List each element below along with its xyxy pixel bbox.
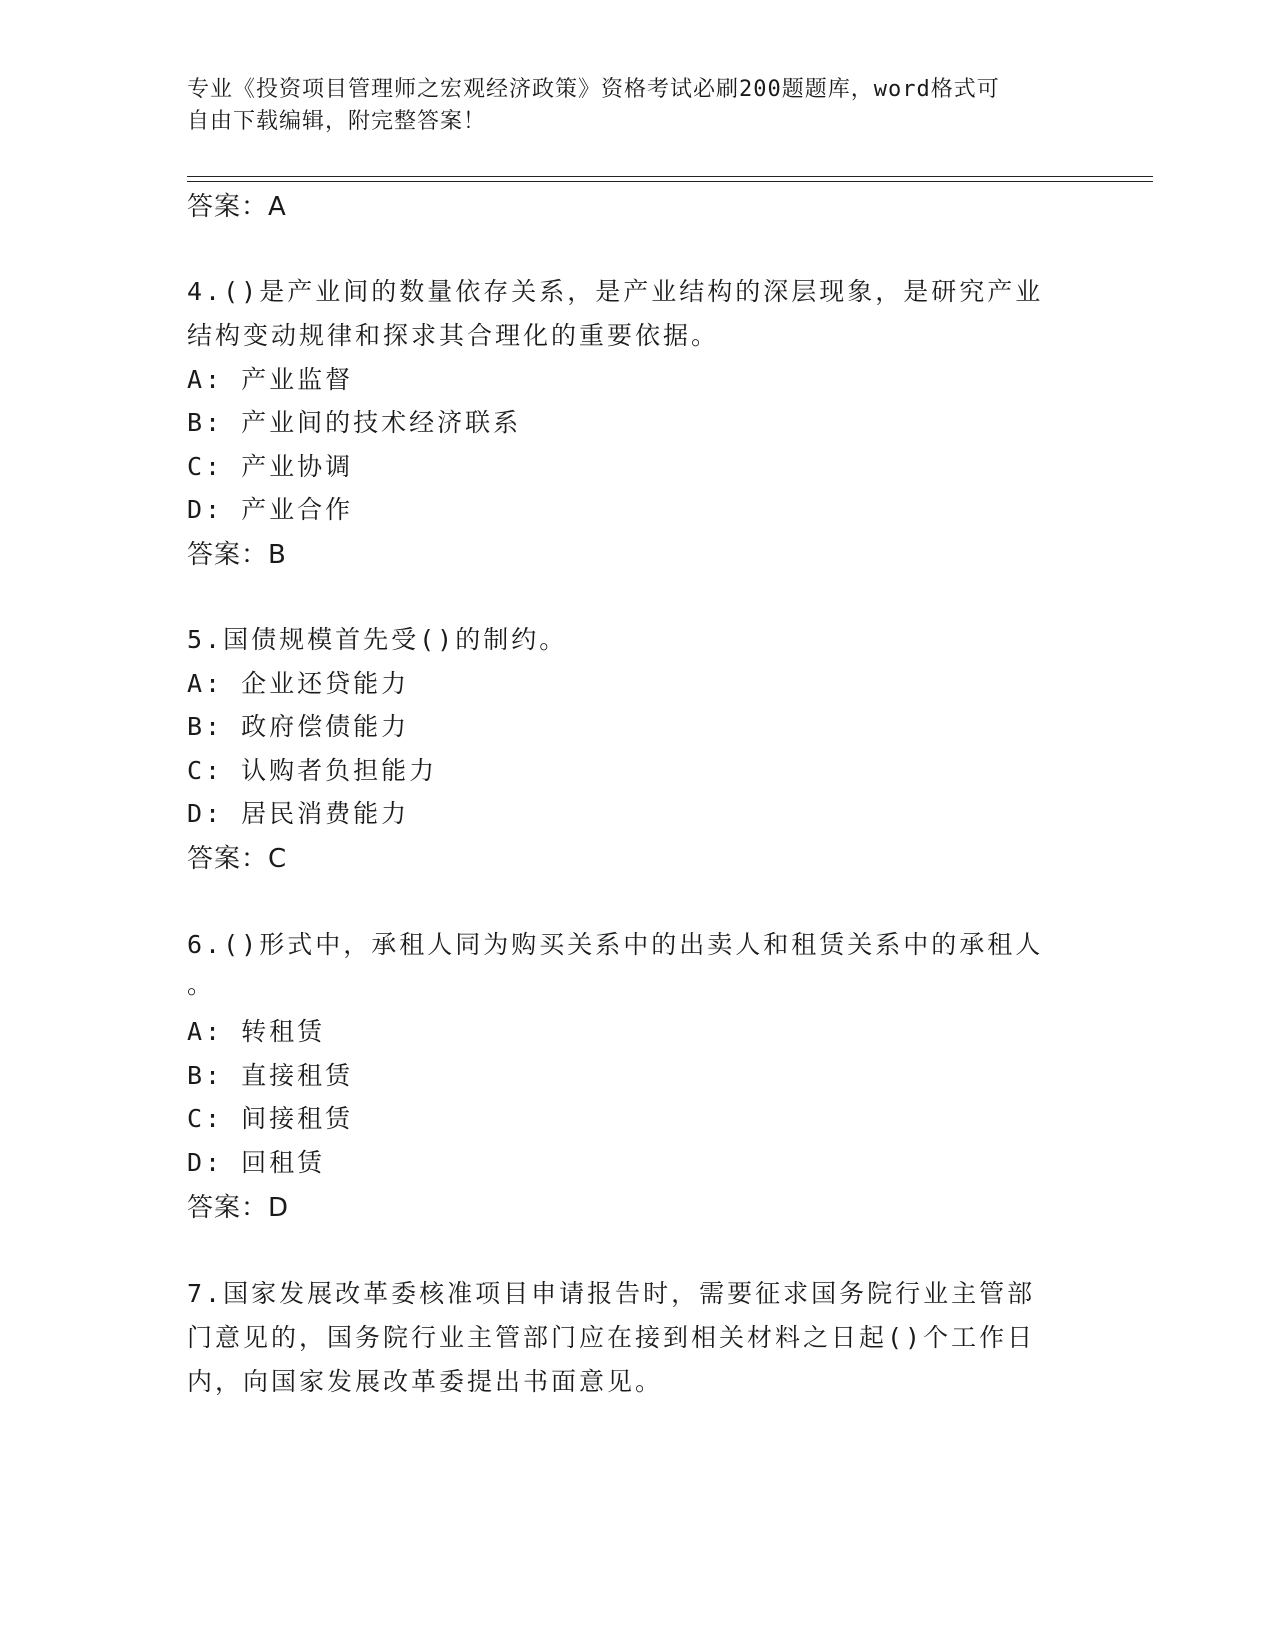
question-6-option-b: B: 直接租赁 xyxy=(187,1061,354,1090)
question-6-answer: 答案：D xyxy=(187,1193,290,1223)
question-5-option-c: C: 认购者负担能力 xyxy=(187,756,438,785)
page-header xyxy=(187,74,1067,138)
question-4-answer: 答案：B xyxy=(187,540,287,570)
header-line-1: 专业《投资项目管理师之宏观经济政策》资格考试必刷200题题库，word格式可 xyxy=(187,77,1000,102)
question-4-line-1: 4.()是产业间的数量依存关系，是产业结构的深层现象，是研究产业 xyxy=(187,277,1044,306)
question-7-line-2: 门意见的，国务院行业主管部门应在接到相关材料之日起()个工作日 xyxy=(187,1323,1036,1352)
question-5-option-d: D: 居民消费能力 xyxy=(187,799,410,828)
question-6-line-2: 。 xyxy=(187,970,216,999)
question-6-option-d: D: 回租赁 xyxy=(187,1148,326,1177)
question-7-line-3: 内，向国家发展改革委提出书面意见。 xyxy=(187,1367,664,1396)
question-4-option-d: D: 产业合作 xyxy=(187,495,354,524)
header-line-2: 自由下载编辑，附完整答案！ xyxy=(187,109,487,134)
question-5-option-a: A: 企业还贷能力 xyxy=(187,669,410,698)
question-7-line-1: 7.国家发展改革委核准项目申请报告时，需要征求国务院行业主管部 xyxy=(187,1279,1036,1308)
question-4-line-2: 结构变动规律和探求其合理化的重要依据。 xyxy=(187,321,720,350)
previous-answer: 答案：A xyxy=(187,192,287,222)
question-4-option-c: C: 产业协调 xyxy=(187,452,354,481)
question-5-option-b: B: 政府偿债能力 xyxy=(187,712,410,741)
question-4-option-a: A: 产业监督 xyxy=(187,365,354,394)
question-5-answer: 答案：C xyxy=(187,844,288,874)
header-divider xyxy=(187,176,1153,182)
question-4-option-b: B: 产业间的技术经济联系 xyxy=(187,408,522,437)
question-5-line-1: 5.国债规模首先受()的制约。 xyxy=(187,625,568,654)
question-6-option-c: C: 间接租赁 xyxy=(187,1104,354,1133)
question-6-line-1: 6.()形式中，承租人同为购买关系中的出卖人和租赁关系中的承租人 xyxy=(187,930,1044,959)
question-6-option-a: A: 转租赁 xyxy=(187,1017,326,1046)
